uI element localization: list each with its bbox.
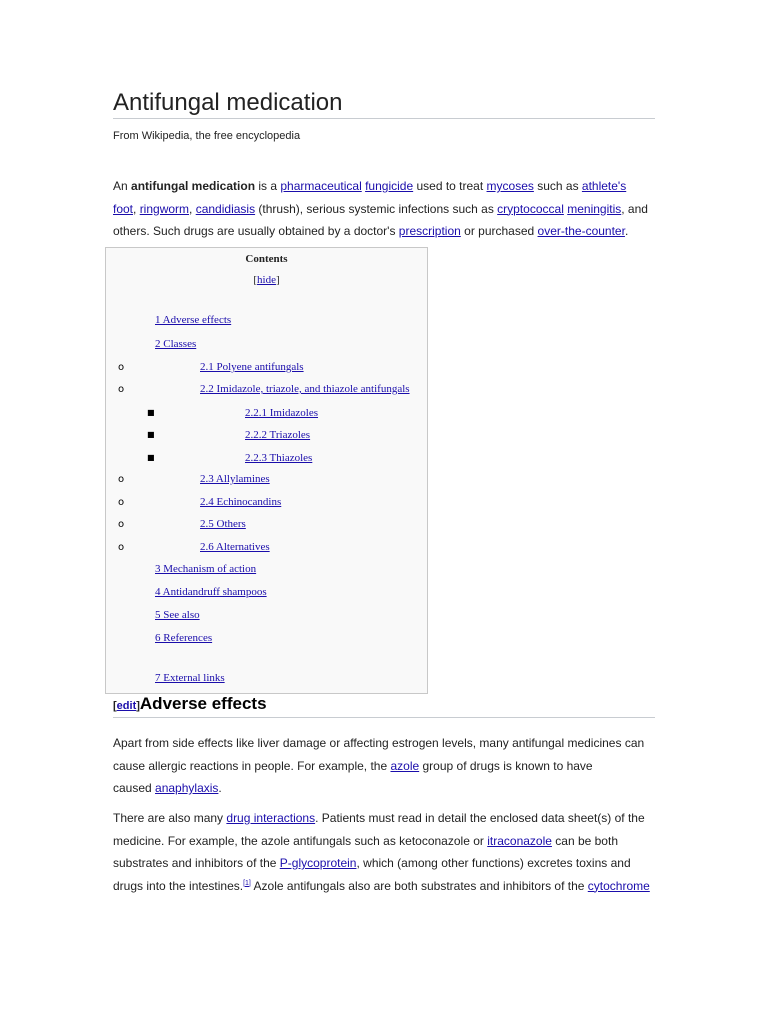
toc-item[interactable]: 2.4 Echinocandins: [200, 496, 282, 508]
toc-item[interactable]: 2 Classes: [155, 338, 197, 350]
intro-text: An: [113, 179, 132, 193]
p2-line-3: [113, 852, 658, 875]
p1-line-1: [113, 732, 658, 755]
toc-item[interactable]: 2.1 Polyene antifungals: [200, 361, 304, 373]
p2-text: Azole antifungals also are both substrates and inhibitors of the: [250, 878, 588, 893]
toc-item[interactable]: 3 Mechanism of action: [155, 563, 257, 575]
intro-line-3: [113, 220, 658, 243]
p2-text: drugs into the intestines.: [113, 878, 244, 893]
toc-item[interactable]: 5 See also: [155, 609, 200, 621]
link-azole[interactable]: azole: [390, 758, 420, 773]
p2-text: , which (among other functions) excretes toxins and: [356, 856, 631, 870]
circle-bullet-icon: o: [118, 362, 125, 373]
link-p-glycoprotein[interactable]: P-glycoprotein: [279, 856, 357, 870]
intro-line-2: [113, 198, 658, 221]
circle-bullet-icon: o: [118, 519, 125, 530]
intro-text: used to treat: [413, 179, 487, 193]
edit-bracket: ]: [136, 700, 140, 712]
link-meningitis[interactable]: meningitis: [567, 201, 622, 216]
link-anaphylaxis[interactable]: anaphylaxis: [155, 781, 219, 795]
intro-text: is a: [255, 179, 281, 193]
intro-line-1: [113, 175, 658, 198]
link-foot[interactable]: foot: [113, 201, 134, 216]
circle-bullet-icon: o: [118, 474, 125, 485]
title-divider: [113, 118, 655, 119]
toc-item[interactable]: 4 Antidandruff shampoos: [155, 586, 267, 598]
intro-text: (thrush), serious systemic infections such as: [255, 201, 498, 216]
link-candidiasis[interactable]: candidiasis: [195, 201, 256, 216]
link-prescription[interactable]: prescription: [398, 224, 461, 238]
p1-line-2: [113, 755, 658, 778]
square-bullet-icon: ■: [147, 453, 155, 462]
toc-item[interactable]: 2.5 Others: [200, 518, 246, 530]
toc-item[interactable]: 6 References: [155, 632, 213, 644]
link-athletes[interactable]: athlete's: [581, 179, 627, 193]
site-tagline: From Wikipedia, the free encyclopedia: [113, 130, 301, 142]
p1-line-3: [113, 777, 658, 800]
p2-text: . Patients must read in detail the enclosed data sheet(s) of the: [315, 811, 645, 825]
toc-item[interactable]: 1 Adverse effects: [155, 314, 232, 326]
adverse-effects-paragraph-2: [113, 807, 658, 897]
p1-text: cause allergic reactions in people. For example, the: [113, 758, 391, 773]
intro-text: .: [624, 224, 629, 238]
toc-title: Contents: [245, 253, 288, 265]
p2-line-2: [113, 830, 658, 853]
edit-section-link[interactable]: edit: [116, 700, 137, 712]
table-of-contents: [105, 247, 428, 694]
toc-item[interactable]: 2.6 Alternatives: [200, 541, 270, 553]
link-pharmaceutical[interactable]: pharmaceutical: [280, 179, 362, 193]
circle-bullet-icon: o: [118, 384, 125, 395]
intro-text: ,: [133, 201, 140, 216]
p2-text: substrates and inhibitors of the: [113, 856, 280, 870]
edit-bracket: [: [113, 700, 117, 712]
intro-bold-term: antifungal medication: [131, 179, 256, 193]
toc-item[interactable]: 2.2.2 Triazoles: [245, 429, 311, 441]
square-bullet-icon: ■: [147, 408, 155, 417]
reference-link[interactable]: [1]: [243, 879, 251, 887]
link-cryptococcal[interactable]: cryptococcal: [497, 201, 564, 216]
toc-bracket: [: [253, 274, 258, 286]
toc-bracket: ]: [275, 274, 280, 286]
toc-item[interactable]: 7 External links: [155, 672, 225, 684]
intro-text: or purchased: [460, 224, 538, 238]
section-heading-adverse-effects: [113, 694, 267, 714]
link-fungicide[interactable]: fungicide: [365, 179, 414, 193]
p2-line-4: [113, 875, 658, 898]
p1-text: Apart from side effects like liver damage or affecting estrogen levels, many antifungal medicines can: [113, 736, 645, 750]
toc-hide-toggle: [106, 274, 427, 286]
section-divider: [113, 717, 655, 718]
intro-paragraph: [113, 175, 658, 243]
p1-text: caused: [113, 781, 156, 795]
circle-bullet-icon: o: [118, 497, 125, 508]
link-cytochrome[interactable]: cytochrome: [587, 878, 650, 893]
link-mycoses[interactable]: mycoses: [486, 179, 534, 193]
edit-section: [113, 700, 140, 712]
toc-item[interactable]: 2.2.1 Imidazoles: [245, 407, 319, 419]
circle-bullet-icon: o: [118, 542, 125, 553]
intro-text: , and: [621, 201, 648, 216]
adverse-effects-paragraph-1: [113, 732, 658, 800]
intro-text: others. Such drugs are usually obtained by a doctor's: [113, 224, 399, 238]
toc-item[interactable]: 2.3 Allylamines: [200, 473, 270, 485]
toc-item[interactable]: 2.2.3 Thiazoles: [245, 452, 313, 464]
page-title: Antifungal medication: [113, 89, 343, 116]
p2-line-1: [113, 807, 658, 830]
p2-text: can be both: [551, 833, 618, 848]
intro-text: ,: [189, 201, 196, 216]
toc-item[interactable]: 2.2 Imidazole, triazole, and thiazole antifungals: [200, 383, 410, 395]
p2-text: medicine. For example, the azole antifungals such as ketoconazole or: [113, 833, 488, 848]
toc-hide-link[interactable]: hide: [257, 274, 276, 286]
link-itraconazole[interactable]: itraconazole: [487, 833, 552, 848]
section-heading-text: Adverse effects: [139, 694, 267, 713]
link-drug-interactions[interactable]: drug interactions: [226, 811, 316, 825]
intro-text: such as: [533, 179, 582, 193]
square-bullet-icon: ■: [147, 430, 155, 439]
p2-text: There are also many: [113, 811, 227, 825]
p1-text: group of drugs is known to have: [419, 758, 593, 773]
link-ringworm[interactable]: ringworm: [139, 201, 190, 216]
p1-text: .: [218, 781, 222, 795]
link-over-the-counter[interactable]: over-the-counter: [537, 224, 625, 238]
